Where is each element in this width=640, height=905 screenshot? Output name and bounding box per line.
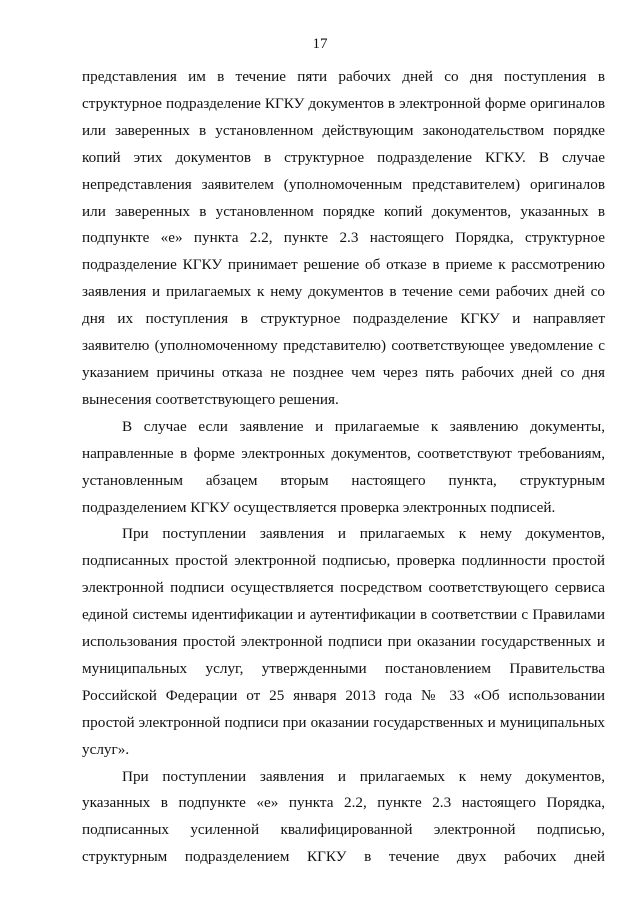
paragraph-4: При поступлении заявления и прилагаемых к нему документов, указанных в подпункте «е» пункта 2.2, пункте 2.3 настоящего Порядка, подписанных усиленной квалифицированной электронной подписью, структурным подразделением КГКУ в течение двух рабочих дней <box>82 767 605 866</box>
paragraph-2: В случае если заявление и прилагаемые к заявлению документы, направленные в форме электронных документов, соответствуют требованиям, установленным абзацем вторым настоящего пункта, структурным подразделением КГКУ осуществляется проверка электронных подписей. <box>82 417 605 516</box>
paragraph-1: представления им в течение пяти рабочих дней со дня поступления в структурное подразделение КГКУ документов в электронной форме оригиналов или заверенных в установленном действующим законодательством порядке копий этих документов в структурное подразделение КГКУ. В случае непредставления заявителем (уполномоченным представителем) оригиналов или заверенных в установленном порядке копий документов, указанных в подпункте «е» пункта 2.2, пункте 2.3 настоящего Порядка, структурное подразделение КГКУ принимает решение об отказе в приеме к рассмотрению заявления и прилагаемых к нему документов в течение семи рабочих дней со дня их поступления в структурное подразделение КГКУ и направляет заявителю (уполномоченному представителю) соответствующее уведомление с указанием причины отказа не позднее чем через пять рабочих дней со дня вынесения соответствующего решения. <box>82 68 605 408</box>
document-body <box>82 64 605 871</box>
page-number: 17 <box>312 36 328 52</box>
paragraph-3: При поступлении заявления и прилагаемых к нему документов, подписанных простой электронной подписью, проверка подлинности простой электронной подписи осуществляется посредством соответствующего сервиса единой системы идентификации и аутентификации в соответствии с Правилами использования простой электронной подписи при оказании государственных и муниципальных услуг, утвержденными постановлением Правительства Российской Федерации от 25 января 2013 года № 33 «Об использовании простой электронной подписи при оказании государственных и муниципальных услуг». <box>82 525 605 758</box>
